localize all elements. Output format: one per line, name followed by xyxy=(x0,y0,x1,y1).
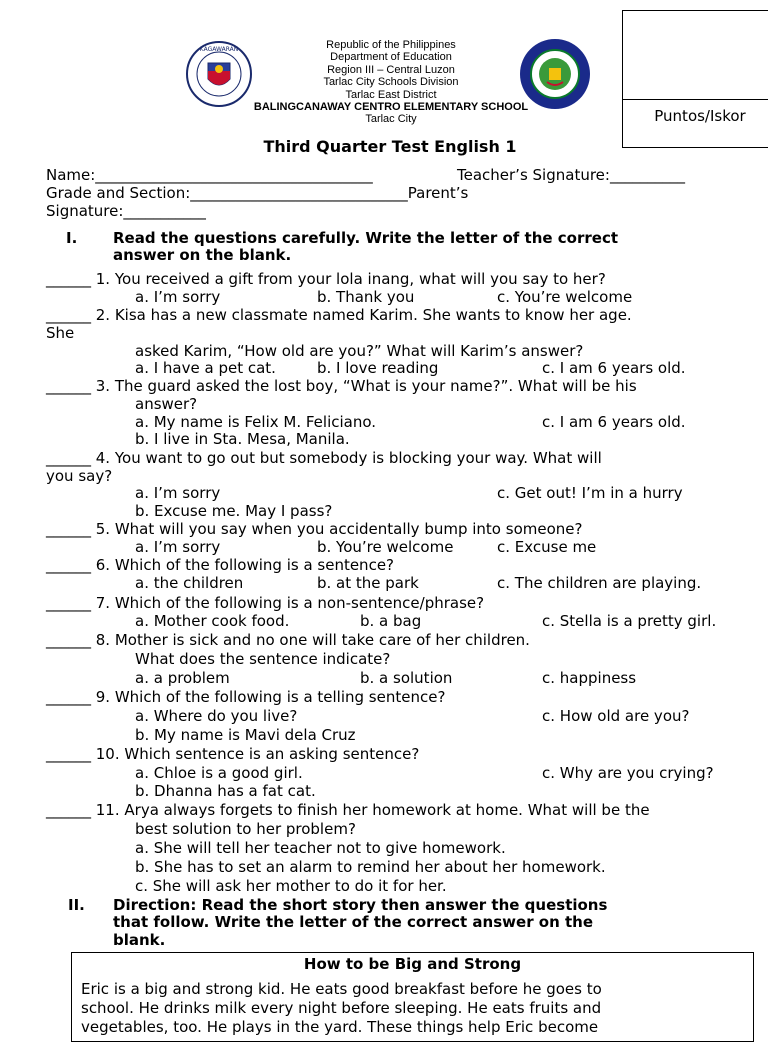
question-8: ______ 8. Mother is sick and no one will take care of her children. xyxy=(46,631,530,649)
choice: b. I love reading xyxy=(317,359,439,377)
choice: c. Why are you crying? xyxy=(542,764,714,782)
choice: a. Chloe is a good girl. xyxy=(135,764,303,782)
choice: b. at the park xyxy=(317,574,419,592)
choice: a. the children xyxy=(135,574,244,592)
choice: b. Excuse me. May I pass? xyxy=(135,502,333,520)
choice: b. You’re welcome xyxy=(317,538,454,556)
score-label: Puntos/Iskor xyxy=(654,107,746,125)
question-text: What does the sentence indicate? xyxy=(135,650,391,668)
question-3: ______ 3. The guard asked the lost boy, “What is your name?”. What will be his xyxy=(46,377,637,395)
section-2-directions: blank. xyxy=(113,931,166,949)
story-title: How to be Big and Strong xyxy=(303,955,522,973)
section-2-directions: that follow. Write the letter of the correct answer on the xyxy=(113,913,594,931)
question-6: ______ 6. Which of the following is a sentence? xyxy=(46,556,395,574)
story-line: vegetables, too. He plays in the yard. These things help Eric become xyxy=(81,1018,599,1036)
section-2-directions: Direction: Read the short story then answer the questions xyxy=(113,896,608,914)
school-name: BALINGCANAWAY CENTRO ELEMENTARY SCHOOL xyxy=(253,101,529,114)
choice: c. How old are you? xyxy=(542,707,690,725)
choice: a. My name is Felix M. Feliciano. xyxy=(135,413,377,431)
question-11: ______ 11. Arya always forgets to finish her homework at home. What will be the xyxy=(46,801,650,819)
question-text: answer? xyxy=(135,395,198,413)
header-line: Region III – Central Luzon xyxy=(327,63,455,76)
school-header xyxy=(250,39,532,126)
choice: b. Dhanna has a fat cat. xyxy=(135,782,316,800)
choice: a. I have a pet cat. xyxy=(135,359,276,377)
choice: b. a bag xyxy=(360,612,422,630)
question-7: ______ 7. Which of the following is a non-sentence/phrase? xyxy=(46,594,485,612)
teacher-signature-field[interactable]: Teacher’s Signature:__________ xyxy=(457,166,685,184)
choice: c. You’re welcome xyxy=(497,288,633,306)
choice: c. Stella is a pretty girl. xyxy=(542,612,717,630)
choice: c. She will ask her mother to do it for her. xyxy=(135,877,447,895)
question-9: ______ 9. Which of the following is a telling sentence? xyxy=(46,688,446,706)
question-text: you say? xyxy=(46,467,113,485)
question-text: She xyxy=(46,324,75,342)
choice: c. happiness xyxy=(542,669,637,687)
question-10: ______ 10. Which sentence is an asking sentence? xyxy=(46,745,420,763)
choice: c. I am 6 years old. xyxy=(542,359,686,377)
choice: a. Mother cook food. xyxy=(135,612,290,630)
score-divider xyxy=(623,99,768,100)
choice: a. I’m sorry xyxy=(135,538,221,556)
choice: c. Excuse me xyxy=(497,538,597,556)
choice: a. She will tell her teacher not to give homework. xyxy=(135,839,506,857)
header-line: Department of Education xyxy=(330,51,452,64)
story-line: school. He drinks milk every night before sleeping. He eats fruits and xyxy=(81,999,602,1017)
question-4: ______ 4. You want to go out but somebody is blocking your way. What will xyxy=(46,449,602,467)
school-city: Tarlac City xyxy=(365,113,417,126)
question-text: best solution to her problem? xyxy=(135,820,356,838)
choice: a. Where do you live? xyxy=(135,707,298,725)
question-1: ______ 1. You received a gift from your lola inang, what will you say to her? xyxy=(46,270,606,288)
header-line: Tarlac East District xyxy=(345,88,437,101)
header-line: Tarlac City Schools Division xyxy=(323,76,459,89)
choice: b. She has to set an alarm to remind her about her homework. xyxy=(135,858,606,876)
name-field[interactable]: Name:_____________________________________ xyxy=(46,166,373,184)
test-title: Third Quarter Test English 1 xyxy=(263,137,517,156)
choice: b. a solution xyxy=(360,669,453,687)
choice: b. I live in Sta. Mesa, Manila. xyxy=(135,430,350,448)
choice: b. My name is Mavi dela Cruz xyxy=(135,726,356,744)
question-5: ______ 5. What will you say when you accidentally bump into someone? xyxy=(46,520,583,538)
choice: c. I am 6 years old. xyxy=(542,413,686,431)
choice: a. I’m sorry xyxy=(135,288,221,306)
deped-seal-logo xyxy=(186,41,252,107)
choice: c. Get out! I’m in a hurry xyxy=(497,484,683,502)
story-box xyxy=(71,952,754,1042)
score-box[interactable] xyxy=(622,10,768,148)
choice: b. Thank you xyxy=(317,288,415,306)
question-2: ______ 2. Kisa has a new classmate named Karim. She wants to know her age. xyxy=(46,306,632,324)
question-text: asked Karim, “How old are you?” What will Karim’s answer? xyxy=(135,342,584,360)
section-1-directions: Read the questions carefully. Write the letter of the correct xyxy=(113,229,619,247)
grade-section-field[interactable]: Grade and Section:_____________________________Parent’s xyxy=(46,184,469,202)
parent-signature-field[interactable]: Signature:___________ xyxy=(46,202,206,220)
section-1-numeral: I. xyxy=(66,229,78,247)
header-line: Republic of the Philippines xyxy=(326,39,456,51)
svg-text:KAGAWARAN: KAGAWARAN xyxy=(199,46,239,53)
section-1-directions: answer on the blank. xyxy=(113,246,292,264)
choice: a. I’m sorry xyxy=(135,484,221,502)
story-line: Eric is a big and strong kid. He eats good breakfast before he goes to xyxy=(81,980,602,998)
choice: a. a problem xyxy=(135,669,230,687)
choice: c. The children are playing. xyxy=(497,574,702,592)
section-2-numeral: II. xyxy=(68,896,85,914)
